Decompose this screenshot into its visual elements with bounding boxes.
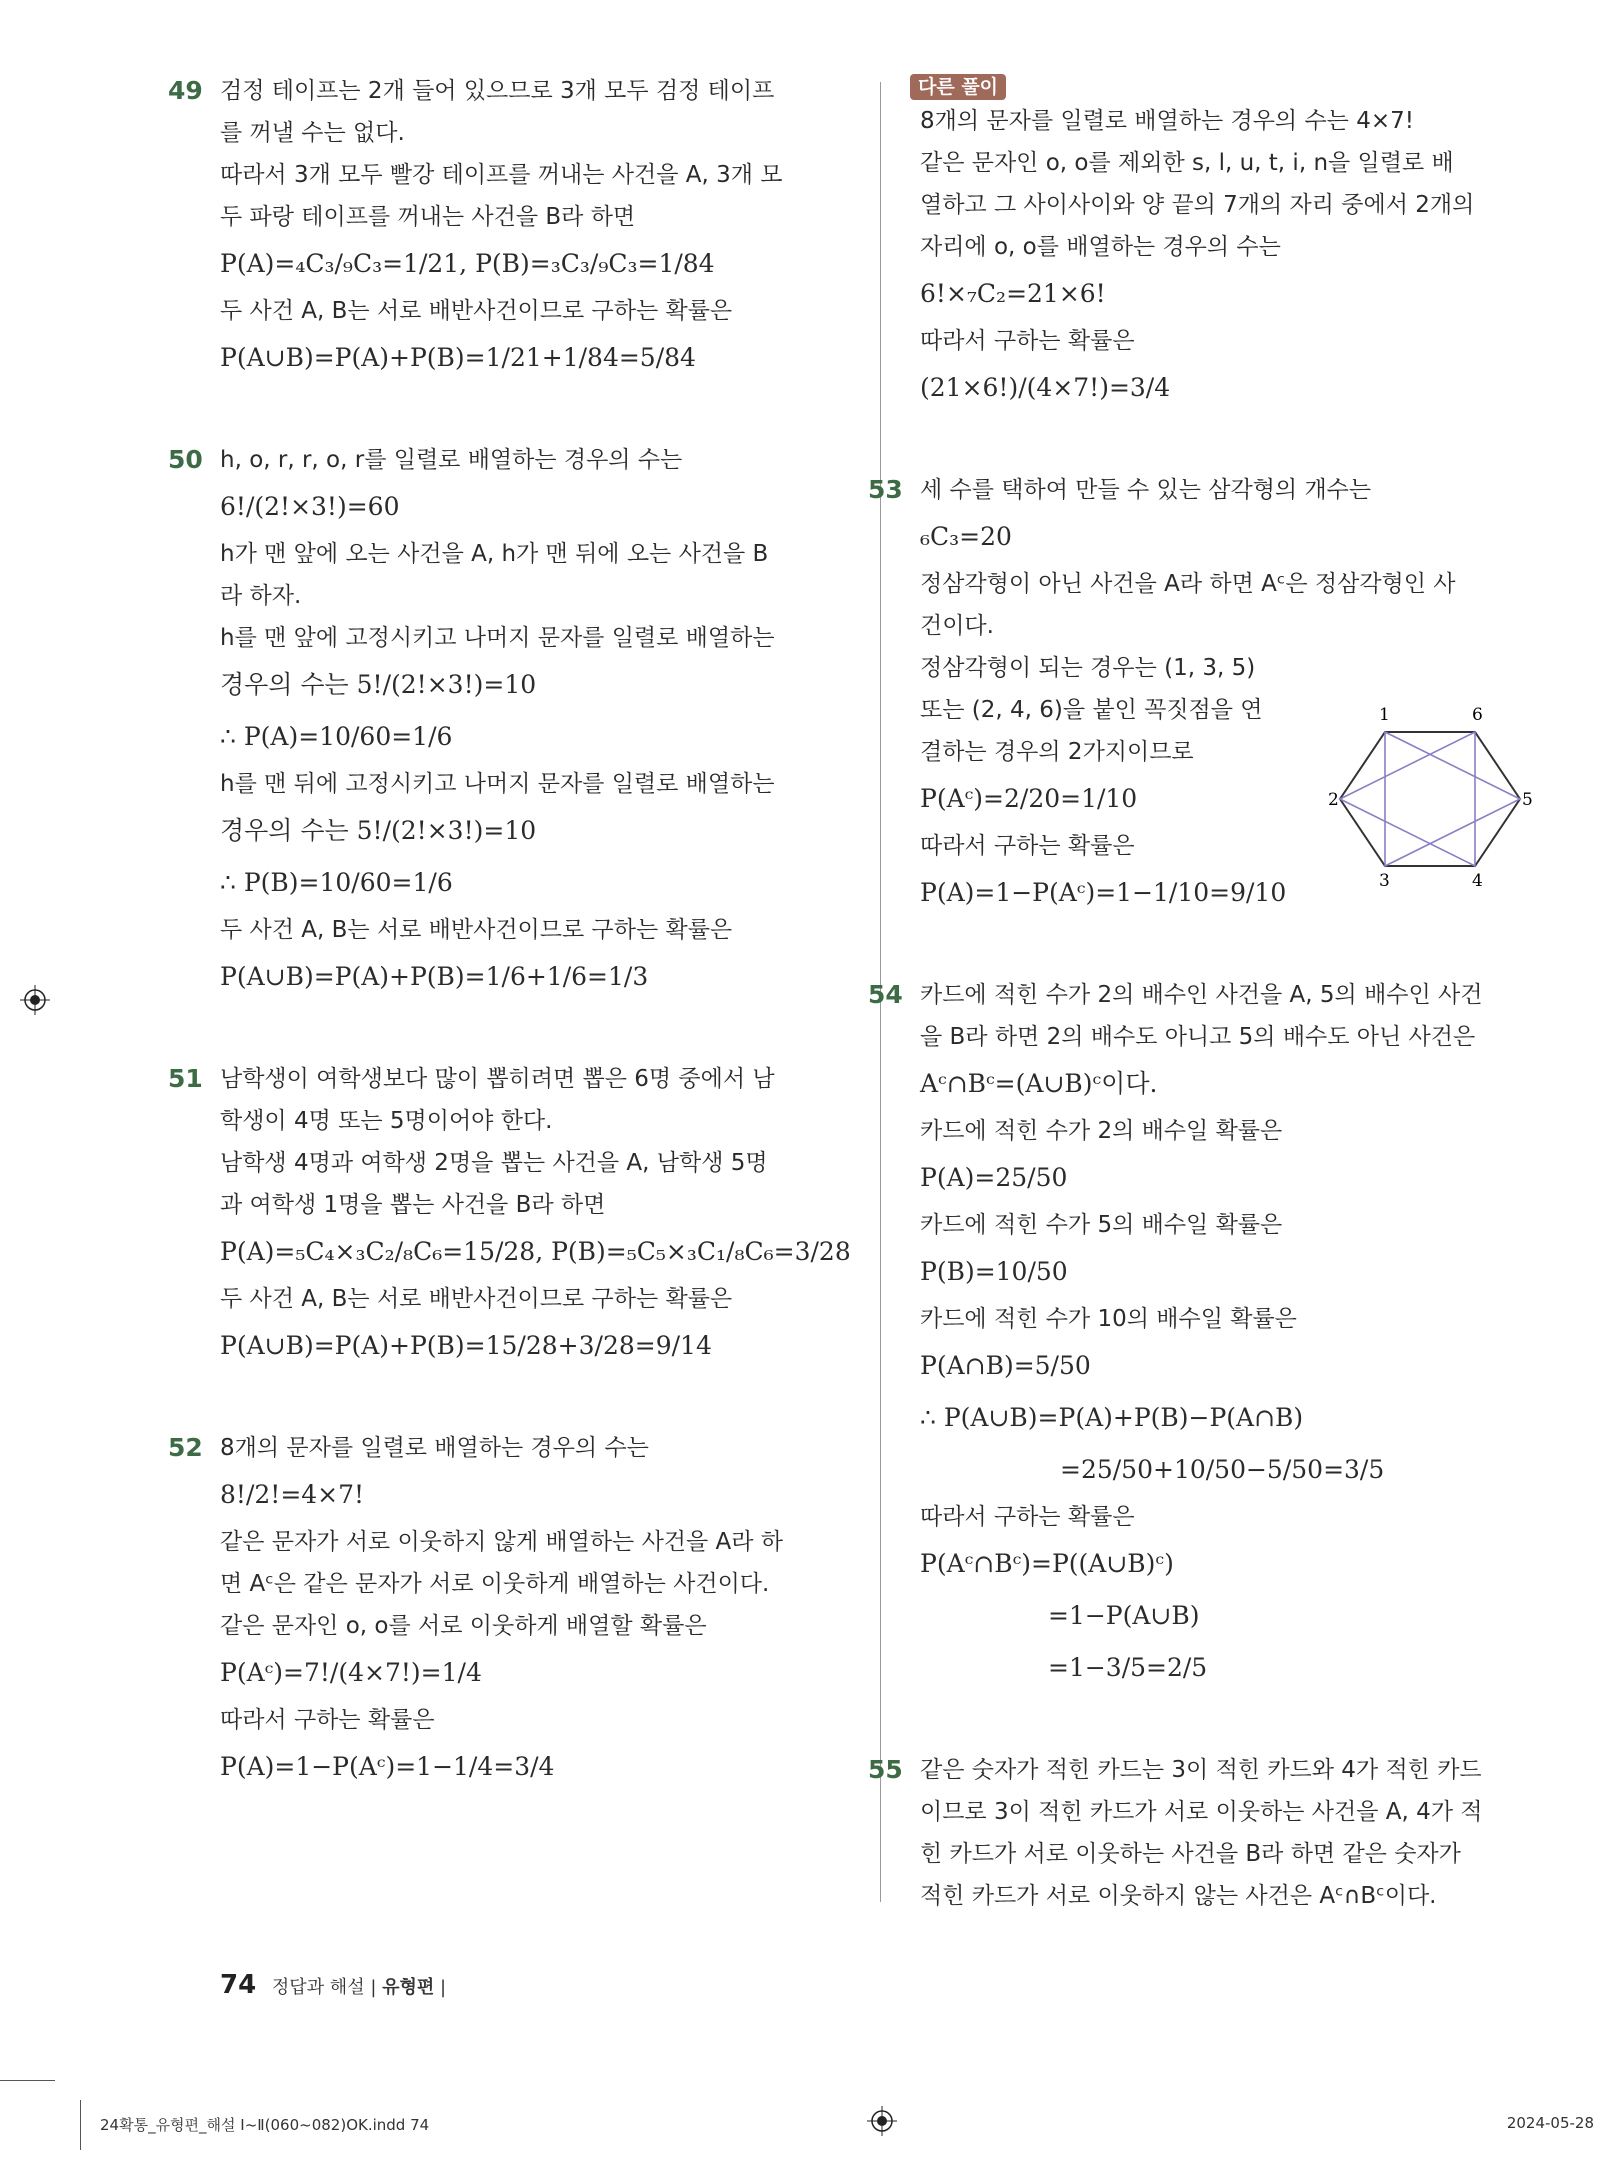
math-line: 경우의 수는 5!/(2!×3!)=10 — [220, 670, 537, 699]
vertex-label-3: 3 — [1379, 871, 1390, 891]
math-line: =25/50+10/50−5/50=3/5 — [1060, 1455, 1385, 1484]
math-line: P(Aᶜ)=7!/(4×7!)=1/4 — [220, 1658, 482, 1687]
math-line: 6!/(2!×3!)=60 — [220, 492, 400, 521]
text-line: h, o, r, r, o, r를 일렬로 배열하는 경우의 수는 — [220, 447, 683, 473]
vertex-label-6: 6 — [1472, 705, 1483, 725]
text-line: h를 맨 뒤에 고정시키고 나머지 문자를 일렬로 배열하는 — [220, 771, 775, 797]
right-column — [868, 70, 1550, 1972]
math-line: P(A)=₄C₃/₉C₃=1/21, P(B)=₃C₃/₉C₃=1/84 — [220, 249, 715, 278]
text-line: 학생이 4명 또는 5명이어야 한다. — [220, 1108, 553, 1134]
math-line: =1−3/5=2/5 — [1048, 1653, 1208, 1682]
math-line: P(A∪B)=P(A)+P(B)=1/21+1/84=5/84 — [220, 343, 696, 372]
problem-54 — [868, 974, 1550, 1694]
section-label: 정답과 해설 — [271, 1977, 365, 1998]
text-line: 정삼각형이 아닌 사건을 A라 하면 Aᶜ은 정삼각형인 사 — [920, 571, 1456, 597]
math-line: ∴ P(A∪B)=P(A)+P(B)−P(A∩B) — [920, 1403, 1304, 1432]
math-line: P(A)=1−P(Aᶜ)=1−1/10=9/10 — [920, 878, 1287, 907]
text-line: 검정 테이프는 2개 들어 있으므로 3개 모두 검정 테이프 — [220, 78, 775, 104]
print-date: 2024-05-28 — [1506, 2114, 1594, 2132]
math-line: P(A∩B)=5/50 — [920, 1351, 1091, 1380]
text-line: h를 맨 앞에 고정시키고 나머지 문자를 일렬로 배열하는 — [220, 625, 775, 651]
problem-51 — [168, 1058, 851, 1372]
text-line: 두 사건 A, B는 서로 배반사건이므로 구하는 확률은 — [220, 298, 733, 324]
text-line: 8개의 문자를 일렬로 배열하는 경우의 수는 — [220, 1435, 649, 1461]
crop-line — [0, 2080, 55, 2081]
text-line: 면 Aᶜ은 같은 문자가 서로 이웃하게 배열하는 사건이다. — [220, 1571, 770, 1597]
math-line: P(A)=25/50 — [920, 1163, 1068, 1192]
math-line: Aᶜ∩Bᶜ=(A∪B)ᶜ이다. — [920, 1069, 1158, 1098]
text-line: 카드에 적힌 수가 10의 배수일 확률은 — [920, 1306, 1297, 1332]
math-line: P(A)=₅C₄×₃C₂/₈C₆=15/28, P(B)=₅C₅×₃C₁/₈C₆=3/28 — [220, 1237, 851, 1266]
math-line: P(Aᶜ∩Bᶜ)=P((A∪B)ᶜ) — [920, 1549, 1174, 1578]
math-line: 8!/2!=4×7! — [220, 1480, 365, 1509]
crop-line — [80, 2100, 81, 2150]
problem-55 — [868, 1749, 1550, 1917]
problem-number: 50 — [168, 445, 203, 474]
text-line: 정삼각형이 되는 경우는 (1, 3, 5) — [920, 655, 1256, 681]
math-line: P(A)=1−P(Aᶜ)=1−1/4=3/4 — [220, 1752, 555, 1781]
text-line: 을 B라 하면 2의 배수도 아니고 5의 배수도 아닌 사건은 — [920, 1024, 1476, 1050]
text-line: 같은 문자가 서로 이웃하지 않게 배열하는 사건을 A라 하 — [220, 1529, 784, 1555]
registration-mark-icon — [20, 985, 50, 1015]
math-line: =1−P(A∪B) — [1048, 1601, 1200, 1630]
hexagon-diagram — [1328, 704, 1533, 891]
problem-number: 54 — [868, 980, 903, 1009]
alternate-solution — [920, 70, 1550, 414]
vertex-label-5: 5 — [1522, 790, 1533, 810]
text-line: 카드에 적힌 수가 5의 배수일 확률은 — [920, 1212, 1283, 1238]
math-line: 경우의 수는 5!/(2!×3!)=10 — [220, 816, 537, 845]
text-line: 남학생 4명과 여학생 2명을 뽑는 사건을 A, 남학생 5명 — [220, 1150, 768, 1176]
page-number: 74 — [220, 1970, 257, 2000]
problem-number: 52 — [168, 1433, 203, 1462]
text-line: 카드에 적힌 수가 2의 배수인 사건을 A, 5의 배수인 사건 — [920, 982, 1483, 1008]
file-info: 24확통_유형편_해설 Ⅰ~Ⅱ(060~082)OK.indd 74 — [100, 2116, 430, 2134]
text-line: 이므로 3이 적힌 카드가 서로 이웃하는 사건을 A, 4가 적 — [920, 1799, 1483, 1825]
triangle-135 — [1385, 732, 1520, 866]
alt-solution-tag: 다른 풀이 — [910, 74, 1006, 100]
text-line: 열하고 그 사이사이와 양 끝의 7개의 자리 중에서 2개의 — [920, 192, 1475, 218]
math-line: P(B)=10/50 — [920, 1257, 1068, 1286]
math-line: P(A∪B)=P(A)+P(B)=15/28+3/28=9/14 — [220, 1331, 712, 1360]
problem-number: 49 — [168, 76, 203, 105]
problem-50 — [168, 439, 850, 1003]
text-line: 따라서 구하는 확률은 — [220, 1707, 435, 1733]
math-line: ₆C₃=20 — [920, 522, 1012, 551]
math-line: P(A∪B)=P(A)+P(B)=1/6+1/6=1/3 — [220, 962, 649, 991]
text-line: 결하는 경우의 2가지이므로 — [920, 739, 1194, 765]
triangle-246 — [1340, 732, 1475, 866]
text-line: 를 꺼낼 수는 없다. — [220, 120, 405, 146]
vertex-label-2: 2 — [1328, 790, 1339, 810]
problem-number: 53 — [868, 475, 903, 504]
text-line: 두 사건 A, B는 서로 배반사건이므로 구하는 확률은 — [220, 1286, 733, 1312]
problem-number: 51 — [168, 1064, 203, 1093]
text-line: 세 수를 택하여 만들 수 있는 삼각형의 개수는 — [920, 477, 1372, 503]
separator: | — [440, 1977, 447, 1998]
text-line: 8개의 문자를 일렬로 배열하는 경우의 수는 4×7! — [920, 108, 1414, 134]
text-line: 따라서 구하는 확률은 — [920, 328, 1135, 354]
text-line: 또는 (2, 4, 6)을 붙인 꼭짓점을 연 — [920, 697, 1263, 723]
separator: | — [370, 1977, 383, 1998]
hexagon-outline — [1340, 732, 1520, 866]
left-column — [168, 70, 851, 1848]
text-line: 따라서 구하는 확률은 — [920, 1504, 1135, 1530]
registration-mark-icon — [867, 2106, 897, 2136]
vertex-label-1: 1 — [1379, 705, 1390, 725]
text-line: 두 사건 A, B는 서로 배반사건이므로 구하는 확률은 — [220, 917, 733, 943]
math-line: P(Aᶜ)=2/20=1/10 — [920, 784, 1138, 813]
text-line: 카드에 적힌 수가 2의 배수일 확률은 — [920, 1118, 1283, 1144]
text-line: 두 파랑 테이프를 꺼내는 사건을 B라 하면 — [220, 204, 636, 230]
part-label: 유형편 — [382, 1977, 435, 1998]
text-line: 과 여학생 1명을 뽑는 사건을 B라 하면 — [220, 1192, 606, 1218]
text-line: 건이다. — [920, 613, 994, 639]
math-line: (21×6!)/(4×7!)=3/4 — [920, 373, 1171, 402]
page-footer — [220, 1970, 446, 2000]
text-line: 남학생이 여학생보다 많이 뽑히려면 뽑은 6명 중에서 남 — [220, 1066, 775, 1092]
text-line: 따라서 구하는 확률은 — [920, 833, 1135, 859]
math-line: ∴ P(B)=10/60=1/6 — [220, 868, 453, 897]
text-line: 같은 문자인 o, o를 서로 이웃하게 배열할 확률은 — [220, 1613, 707, 1639]
problem-number: 55 — [868, 1755, 903, 1784]
text-line: 적힌 카드가 서로 이웃하지 않는 사건은 Aᶜ∩Bᶜ이다. — [920, 1883, 1437, 1909]
text-line: 자리에 o, o를 배열하는 경우의 수는 — [920, 234, 1281, 260]
text-line: 같은 숫자가 적힌 카드는 3이 적힌 카드와 4가 적힌 카드 — [920, 1757, 1482, 1783]
math-line: 6!×₇C₂=21×6! — [920, 279, 1106, 308]
problem-49 — [168, 70, 850, 384]
text-line: 라 하자. — [220, 583, 302, 609]
problem-53 — [868, 469, 1550, 919]
vertex-label-4: 4 — [1472, 871, 1483, 891]
problem-52 — [168, 1427, 850, 1793]
text-line: 힌 카드가 서로 이웃하는 사건을 B라 하면 같은 숫자가 — [920, 1841, 1461, 1867]
text-line: 같은 문자인 o, o를 제외한 s, l, u, t, i, n을 일렬로 배 — [920, 150, 1454, 176]
text-line: h가 맨 앞에 오는 사건을 A, h가 맨 뒤에 오는 사건을 B — [220, 541, 769, 567]
text-line: 따라서 3개 모두 빨강 테이프를 꺼내는 사건을 A, 3개 모 — [220, 162, 783, 188]
math-line: ∴ P(A)=10/60=1/6 — [220, 722, 453, 751]
